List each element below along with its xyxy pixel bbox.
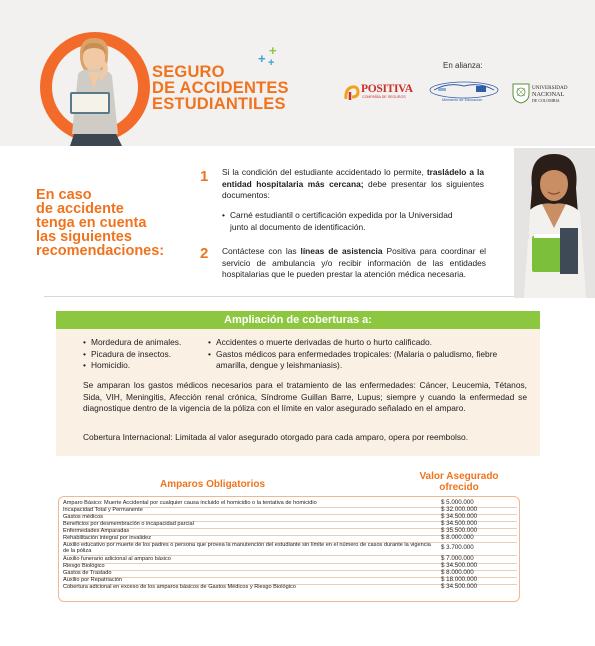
- positiva-tagline: COMPAÑÍA DE SEGUROS: [362, 95, 406, 99]
- step-1-text: [222, 167, 484, 202]
- accident-heading-line-3: tenga en cuenta: [36, 215, 147, 231]
- step-1-bullet-line-1: Carné estudiantil o certificación expedida por la Universidad: [230, 210, 453, 220]
- table-cell-desc: Riesgo Biológico: [63, 563, 105, 569]
- amparos-column-header: Amparos Obligatorios: [160, 479, 266, 490]
- table-cell-value: $ 8.000.000: [441, 569, 474, 576]
- student-with-books-image: [514, 148, 595, 298]
- table-cell-desc: Amparo Básico: Muerte Accidental por cualquier causa incluido el homicidio o la tentativa de homicidio: [63, 500, 317, 506]
- table-cell-value: $ 34.500.000: [441, 562, 478, 569]
- ampliacion-list-col-1: [83, 337, 213, 372]
- unal-line-3: DE COLOMBIA: [532, 98, 560, 103]
- positiva-logo: [343, 82, 419, 104]
- table-cell-value: $ 32.000.000: [441, 506, 478, 513]
- bullet-icon: •: [222, 210, 225, 220]
- unal-line-2: NACIONAL: [532, 91, 565, 98]
- table-cell-desc: Beneficios por desmembración o incapacidad parcial: [63, 521, 194, 527]
- step-1-bullet: [222, 210, 484, 233]
- step-1-text-post: debe presentar los siguientes documentos:: [222, 178, 484, 201]
- ampliacion-coberturas-box: [56, 311, 540, 456]
- valor-header-line-2: ofrecido: [439, 482, 479, 493]
- header-banner: [0, 0, 595, 146]
- ministerio-logo: [428, 80, 500, 106]
- list-item: • Homicidio.: [83, 360, 213, 372]
- list-item: • Picadura de insectos.: [83, 349, 213, 361]
- ampliacion-paragraph-2: Cobertura Internacional: Limitada al valor asegurado otorgado para cada amparo, opera por reembolso.: [83, 432, 469, 442]
- table-cell-desc: Auxilio funerario adicional al amparo básico: [63, 556, 171, 562]
- table-cell-desc: Cobertura adicional en exceso de los amparos básicos de Gastos Médicos y Riesgo Biológico: [63, 584, 296, 590]
- accident-heading-line-4: las siguientes: [36, 229, 132, 245]
- plus-icon-green: +: [269, 43, 277, 58]
- accident-heading-line-1: En caso: [36, 187, 92, 203]
- alliance-label: En alianza:: [443, 61, 483, 70]
- table-cell-desc: Rehabilitación integral por invalidez: [63, 535, 151, 541]
- table-cell-value: $ 35.500.000: [441, 527, 478, 534]
- student-reading-image: [52, 34, 136, 146]
- table-cell-desc: Auxilio por Repatriación: [63, 577, 123, 583]
- table-cell-value: $ 18.000.000: [441, 576, 478, 583]
- step-1-bullet-line-2: junto al documento de identificación.: [230, 221, 366, 232]
- ministerio-text: Ministerio de Educación: [442, 98, 483, 102]
- unal-shield-icon: [512, 82, 530, 104]
- amparos-table: [58, 496, 520, 602]
- table-cell-desc: Incapacidad Total y Permanente: [63, 507, 143, 513]
- step-1-number: 1: [200, 168, 209, 185]
- step-2-text-post: Positiva para coordinar el servicio de ambulancia y/o recibir información de las entidades hospitalarias que le pueden prestar la atención médica necesaria.: [222, 246, 486, 280]
- positiva-wordmark: POSITIVA: [361, 83, 413, 95]
- ampliacion-list-col-2: [208, 337, 518, 372]
- page-title: [152, 64, 322, 112]
- table-cell-desc: Gastos médicos: [63, 514, 104, 520]
- table-cell-value: $ 7.000.000: [441, 555, 474, 562]
- list-item: • Gastos médicos para enfermedades tropicales: (Malaria o paludismo, fiebre amarilla, dengue y leishmaniasis).: [208, 349, 518, 372]
- list-item: • Mordedura de animales.: [83, 337, 213, 349]
- ministerio-emblem-icon: [428, 80, 500, 106]
- title-line-1: SEGURO: [152, 63, 225, 81]
- positiva-mark-icon: [343, 84, 361, 102]
- section-divider: [44, 296, 514, 297]
- valor-column-header: [404, 471, 514, 493]
- title-line-2: DE ACCIDENTES: [152, 79, 289, 97]
- step-1-text-pre: Si la condición del estudiante accidentado lo permite,: [222, 167, 427, 177]
- ampliacion-paragraph-1: Se amparan los gastos médicos necesarios para el tratamiento de las enfermedades: Cáncer, Leucemia, Tétanos, Sida, VIH, Meningitis, Afección renal crónica, Síndrome Guillan Barre, Lupus; siempre y cuando la enfermedad se diagnostique dentro de la vigencia de la póliza con el límite en valor asegurado señalado en el amparo.: [83, 380, 527, 414]
- step-1-text-bold: trasládelo a la entidad hospitalaria más cercana;: [222, 167, 484, 189]
- plus-icon-blue: +: [258, 51, 266, 66]
- unal-line-1: UNIVERSIDAD: [532, 85, 568, 91]
- step-2-text-pre: Contáctese con las: [222, 246, 301, 256]
- table-cell-value: $ 8.000.000: [441, 534, 474, 541]
- title-line-3: ESTUDIANTILES: [152, 95, 286, 113]
- valor-header-line-1: Valor Asegurado: [419, 471, 499, 482]
- accident-heading-line-5: recomendaciones:: [36, 243, 165, 259]
- list-item: • Accidentes o muerte derivadas de hurto o hurto calificado.: [208, 337, 518, 349]
- plus-icon-blue-small: +: [268, 57, 275, 69]
- table-cell-value: $ 34.500.000: [441, 520, 478, 527]
- table-cell-value: $ 34.500.000: [441, 583, 478, 590]
- step-2-text: [222, 246, 486, 281]
- universidad-nacional-logo: [512, 78, 576, 108]
- table-cell-desc: Auxilio educativo por muerte de los padres o persona que provea la manutención del estudiante sin límite en el número de casos durante la vigencia de la póliza: [63, 542, 431, 555]
- table-cell-desc: Enfermedades Amparadas: [63, 528, 130, 534]
- table-cell-desc: Gastos de Traslado: [63, 570, 112, 576]
- step-2-number: 2: [200, 245, 209, 262]
- table-cell-value: $ 5.000.000: [441, 499, 474, 506]
- table-cell-value: $ 34.500.000: [441, 513, 478, 520]
- accident-heading-line-2: de accidente: [36, 201, 124, 217]
- student-photo-illustration: [514, 148, 595, 298]
- ampliacion-header: Ampliación de coberturas a:: [56, 311, 540, 329]
- table-cell-value: $ 3.700.000: [441, 544, 474, 551]
- step-2-text-bold: líneas de asistencia: [300, 246, 383, 256]
- accident-heading: [36, 188, 196, 258]
